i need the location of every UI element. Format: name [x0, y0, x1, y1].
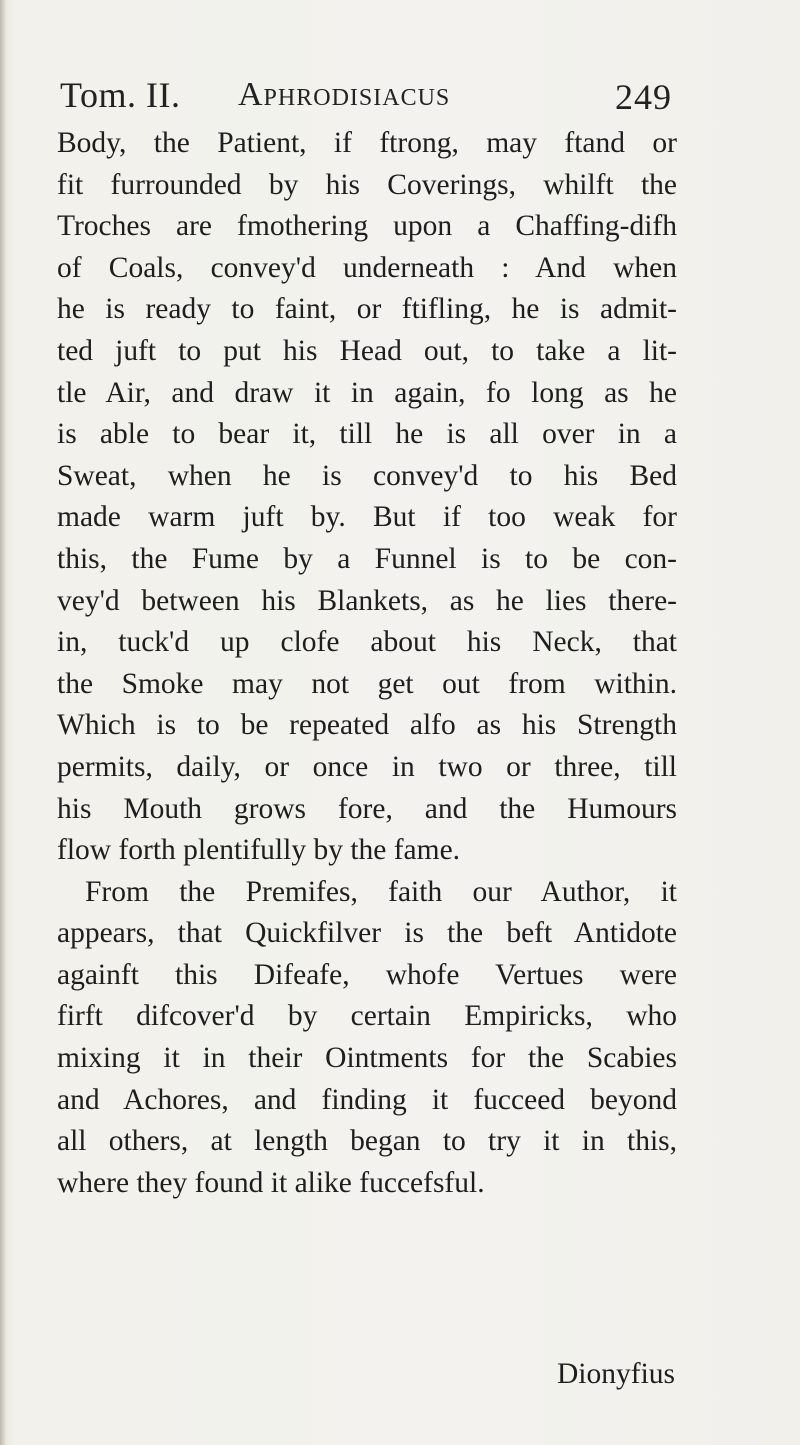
text-line: flow forth plentifully by the fame.	[57, 834, 461, 867]
text-line: Body, the Patient, if ftrong, may ftand or	[57, 127, 677, 159]
running-title: Aphrodisiacus	[238, 76, 451, 113]
text-line: the Smoke may not get out from within.	[57, 667, 677, 700]
page-number: 249	[615, 77, 672, 117]
text-line: Sweat, when he is convey'd to his Bed	[57, 459, 677, 492]
page-gutter	[0, 0, 6, 1445]
text-line: in, tuck'd up clofe about his Neck, that	[57, 626, 677, 659]
text-line: is able to bear it, till he is all over in a	[57, 418, 677, 451]
text-line: tle Air, and draw it in again, fo long as he	[57, 376, 677, 409]
body-text	[57, 123, 677, 1204]
text-line: mixing it in their Ointments for the Scabies	[57, 1042, 677, 1075]
text-line: vey'd between his Blankets, as he lies there-	[57, 584, 677, 617]
text-line: where they found it alike fuccefsful.	[57, 1166, 485, 1199]
text-line: From the Premifes, faith our Author, it	[85, 875, 677, 908]
text-line: firft difcover'd by certain Empiricks, who	[57, 1000, 677, 1033]
catchword: Dionyfius	[557, 1358, 675, 1390]
text-line: and Achores, and finding it fucceed beyond	[57, 1083, 677, 1116]
text-line: Which is to be repeated alfo as his Strength	[57, 709, 677, 742]
text-line: he is ready to faint, or ftifling, he is admit-	[57, 293, 677, 326]
text-line: againft this Difeafe, whofe Vertues were	[57, 958, 677, 991]
text-line: this, the Fume by a Funnel is to be con-	[57, 542, 677, 575]
text-line: of Coals, convey'd underneath : And when	[57, 251, 677, 284]
tome-label: Tom. II.	[60, 75, 181, 115]
text-line: Troches are fmothering upon a Chaffing-difh	[57, 210, 677, 243]
text-line: made warm juft by. But if too weak for	[57, 501, 677, 534]
text-line: appears, that Quickfilver is the beft Antidote	[57, 917, 677, 950]
text-line: fit furrounded by his Coverings, whilft the	[57, 168, 677, 201]
text-line: ted juft to put his Head out, to take a lit-	[57, 334, 677, 367]
text-line: all others, at length began to try it in this,	[57, 1125, 677, 1158]
running-head	[60, 74, 672, 124]
text-line: permits, daily, or once in two or three, till	[57, 750, 677, 783]
text-line: his Mouth grows fore, and the Humours	[57, 792, 677, 825]
